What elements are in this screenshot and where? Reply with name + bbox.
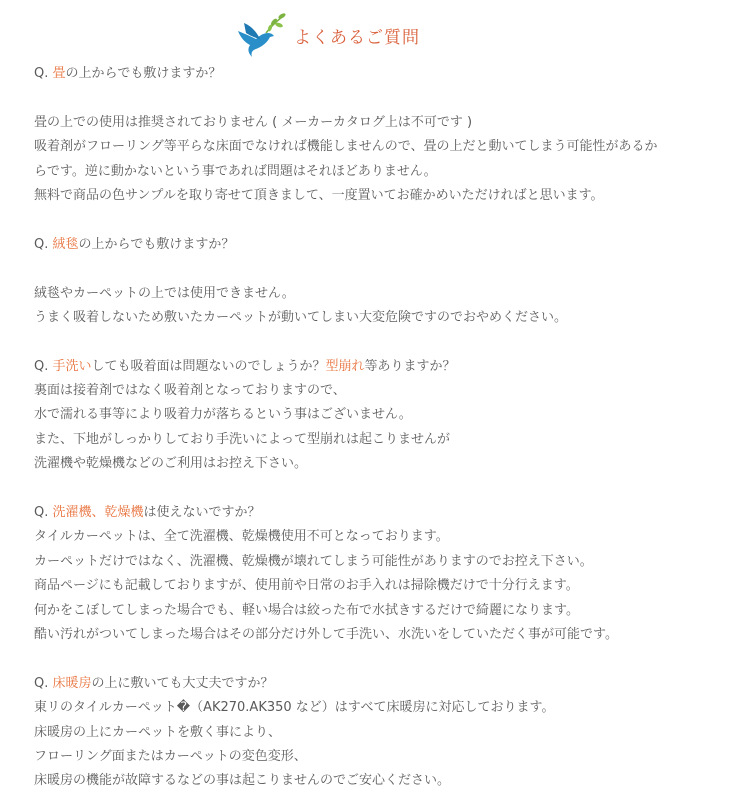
faq-answer-line: 洗濯機や乾燥機などのご利用はお控え下さい。 (34, 456, 308, 472)
question-text: Q. (34, 236, 53, 252)
faq-item (34, 501, 734, 647)
faq-question (34, 62, 734, 86)
faq-item (34, 355, 734, 477)
faq-item (34, 233, 734, 331)
faq-item (34, 62, 734, 208)
faq-answer-line: 何かをこぼしてしまった場合でも、軽い場合は絞った布で水拭きするだけで綺麗になります。 (34, 602, 579, 618)
question-text: Q. (34, 358, 53, 374)
faq-answer-line: うまく吸着しないため敷いたカーペットが動いてしまい大変危険ですのでおやめください。 (34, 309, 568, 325)
faq-item (34, 672, 734, 794)
bird-with-branch-icon (232, 11, 290, 59)
question-keyword: 絨毯 (52, 236, 79, 252)
faq-answer-line: フローリング面またはカーペットの変色変形、 (34, 748, 307, 764)
faq-answer-line: タイルカーペットは、全て洗濯機、乾燥機使用不可となっております。 (34, 529, 449, 545)
blank-line (34, 257, 734, 281)
faq-answer-line: 畳の上での使用は推奨されておりません ( メーカーカタログ上は不可です ) (34, 114, 473, 130)
faq-answer-line: 絨毯やカーペットの上では使用できません。 (34, 285, 295, 301)
section-spacer (34, 477, 734, 501)
section-spacer (34, 647, 734, 671)
faq-answer-line: 吸着剤がフローリング等平らな床面でなければ機能しませんので、畳の上だと動いてしまう可能性があるか (34, 139, 658, 155)
question-text: Q. (34, 505, 53, 521)
section-spacer (34, 208, 734, 232)
question-keyword: 型崩れ (325, 358, 365, 374)
question-text: は使えないですか？ (143, 505, 261, 521)
faq-answer-line: 酷い汚れがついてしまった場合はその部分だけ外して手洗い、水洗いをしていただく事が可能です。 (34, 626, 618, 642)
faq-answer-line: カーペットだけではなく、洗濯機、乾燥機が壊れてしまう可能性がありますのでお控え下さい。 (34, 553, 593, 569)
faq-question (34, 233, 734, 257)
faq-answer-line: 床暖房の上にカーペットを敷く事により、 (34, 724, 282, 740)
question-text: の上からでも敷けますか？ (65, 66, 222, 81)
faq-answer-line: 床暖房の機能が故障するなどの事は起こりませんのでご安心ください。 (34, 773, 451, 789)
faq-answer-line: また、下地がしっかりしており手洗いによって型崩れは起こりませんが (34, 431, 451, 447)
faq-answer-line: 無料で商品の色サンプルを取り寄せて頂きまして、一度置いてお確かめいただければと思います。 (34, 187, 604, 203)
question-keyword: 床暖房 (52, 675, 92, 691)
faq-list (34, 62, 734, 794)
question-text: 等ありますか？ (364, 358, 456, 374)
question-text: しても吸着面は問題ないのでしょうか？ (91, 358, 326, 374)
faq-question (34, 501, 734, 525)
faq-header (232, 10, 420, 60)
faq-answer-line: 商品ページにも記載しておりますが、使用前や日常のお手入れは掃除機だけで十分行えます。 (34, 578, 579, 594)
question-text: の上に敷いても大丈夫ですか？ (91, 675, 274, 691)
question-keyword: 手洗い (52, 358, 92, 374)
question-text: Q. (34, 66, 53, 81)
faq-answer-line: 裏面は接着剤ではなく吸着剤となっておりますので、 (34, 383, 346, 399)
faq-answer-line: 東リのタイルカーペット�（AK270.AK350 など）はすべて床暖房に対応しております。 (34, 700, 555, 716)
blank-line (34, 86, 734, 110)
faq-answer-line: 水で濡れる事等により吸着力が落ちるという事はございません。 (34, 407, 412, 423)
section-spacer (34, 330, 734, 354)
faq-answer-line: らです。逆に動かないという事であれば問題はそれほどありません。 (34, 163, 437, 179)
question-keyword: 洗濯機、乾燥機 (52, 505, 144, 521)
question-text: の上からでも敷けますか？ (78, 236, 235, 252)
page-title: よくあるご質問 (294, 27, 420, 48)
question-keyword: 畳 (52, 66, 66, 81)
question-text: Q. (34, 675, 53, 691)
faq-question (34, 355, 734, 379)
faq-question (34, 672, 734, 696)
